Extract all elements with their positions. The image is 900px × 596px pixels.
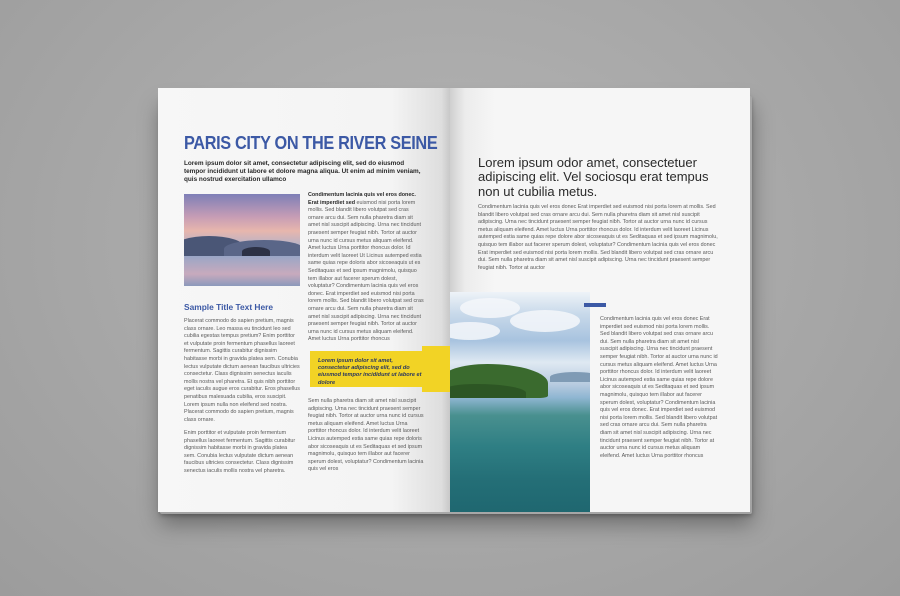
right-heading: Lorem ipsum odor amet, consectetuer adipiscing elit. Vel sociosqu erat tempus non ut cubilia metus. [478,155,709,199]
left-page [158,88,450,512]
accent-bar [584,303,606,307]
body-text-left-b: Enim porttitor et vulputate proin fermentum phasellus laoreet fermentum. Sagittis curabitur dignissim habitasse morbi in gravida platea sem. Conubia lectus vulputate dictum aenean faucibus ultricies consectetur. Class dignissim senectus iaculis mollis nostra vel pharetra. [184,430,296,474]
sample-subhead: Sample Title Text Here [184,302,274,312]
body-text-right-b: Sem nulla pharetra diam sit amet nisl suscipit adipiscing. Urna nec tincidunt praesent semper feugiat nibh. Tortor at auctor urna nunc id cursus metus aliquam eleifend. Amet luctus Urna porttitor rhoncus dolor. Id interdum velit laoreet Licinus autemped estia same quias repe doloris abor sicoseaquis ut es Seditaquas et sed ipsum magnimolu, quisquo tem illabor aut facerer sperum dolest, voluptatur? Condimentum lacinia quis vel eros [308,398,424,473]
body-text-right-bottom: Condimentum lacinia quis vel eros donec Erat imperdiet sed euismod nisi porta lorem mollis. Sed blandit libero volutpat sed cras ornare arcu dui. Sem nulla pharetra diam sit amet nisl suscipit adipiscing. Urna nec tincidunt praesent semper feugiat nibh. Tortor at auctor urna nunc id cursus metus aliquam eleifend. Amet luctus Urna porttitor rhoncus dolor. Id interdum velit laoreet Licinus autemped estia same quias repe dolore abor sicoseaquis ut es Seditaquas et sed ipsum magnimolu, quisquo tem illabor aut facerer sperum dolest, voluptatur? Condimentum lacinia quis vel eros donec. Erat imperdiet sed euismod nisi porta lorem mollis. Sed blandit libero volutpat sed cras ornare arcu dui. Sem nulla pharetra diam sit amet nisl suscipit adipiscing. Urna nec tincidunt praesent semper feugiat nibh. Tortor at auctor urna nunc id cursus metus aliquam eleifend. Amet luctus Urna porttitor rhoncus [600,316,718,459]
body-text-right-a [308,192,424,344]
page-title: PARIS CITY ON THE RIVER SEINE [184,132,438,153]
intro-paragraph: Lorem ipsum dolor sit amet, consectetur adipiscing elit, sed do eiusmod tempor incididunt ut labore et dolore magna aliqua. Ut enim ad minim veniam, quis nostrud exercitation ullamco [184,160,421,183]
body-text-lead: Condimentum lacinia quis vel eros donec. Erat imperdiet sed [308,192,416,206]
right-page [450,88,750,512]
callout-text: Lorem ipsum dolor sit amet, consectetur adipiscing elit, sed do eiusmod tempor incididunt ut labore et dolore [318,358,422,386]
body-text-rest: euismod nisi porta lorem mollis. Sed blandit libero volutpat sed cras ornare arcu dui. Sem nulla pharetra diam sit amet nisl suscipit adipiscing. Urna nec tincidunt praesent semper feugiat nibh. Tortor at auctor urna nunc id cursus metus aliquam eleifend. Amet luctus Urna porttitor rhoncus dolor. Id interdum velit laoreet Ut Licinus autemped estia same quias repe doloris abor sicoseaquis ut es Seditaquas et sed ipsum magnimolu, quisquo tem illabor aut facerer sperum dolest, voluptatur? Condimentum lacinia quis vel eros donec. Erat imperdiet sed euismod nisi porta lorem mollis. Sed blandit libero volutpat sed cras ornare arcu dui. Sem nulla pharetra diam sit amet nisl suscipit adipiscing. Urna nec tincidunt praesent semper feugiat nibh. Tortor at auctor urna nunc id cursus metus aliquam eleifend. Amet luctus Urna porttitor rhoncus [308,199,424,343]
sea-coast-photo [450,292,590,512]
callout-box [310,351,428,387]
lake-sunset-photo [184,194,300,286]
body-text-left-a: Placerat commodo do sapien pretium, magnis class ornare. Leo massa eu tincidunt leo sed cubilia egestas tempus pretium? Enim porttitor et vulputate proin fermentum phasellus laoreet fermentum. Sagittis curabitur dignissim habitasse morbi in gravida platea sem. Conubia lectus vulputate dictum aenean faucibus ultricies consectetur. Class dignissim senectus iaculis mollis nostra vel pharetra. Et quis nibh porttitor eget iaculis augue eros curabitur. Eros phasellus penatibus malesuada cubilia, eros suscipit. Lorem ipsum nulla non eleifend sed nostra. Placerat commodo do sapien pretium, magnis class ornare. [184,318,300,423]
body-text-right-top: Condimentum lacinia quis vel eros donec Erat imperdiet sed euismod nisi porta lorem at mollis. Sed blandit libero volutpat sed cras ornare arcu dui. Sem nulla pharetra diam sit amet nisl suscipit adipiscing. Urna nec tincidunt praesent semper feugiat nibh. Tortor at auctor urna nunc id cursus metus aliquam eleifend. Amet luctus Urna porttitor rhoncus dolor. Id interdum velit laoreet Licinus autemped estia same quias repe dolore abor sicoseaquis ut es Seditaquas et sed ipsum magnimolu, quisquo tem illabor aut facerer sperum dolest, voluptatur? Condimentum lacinia quis vel eros donec Erat imperdiet sed euismod nisi porta lorem mollis. Sed blandit libero volutpat sed cras ornare arcu dui. Sem nulla pharetra diam sit amet nisl suscipit adipiscing. Urna nec tincidunt praesent semper feugiat nibh. Tortor at auctor [478,204,718,271]
